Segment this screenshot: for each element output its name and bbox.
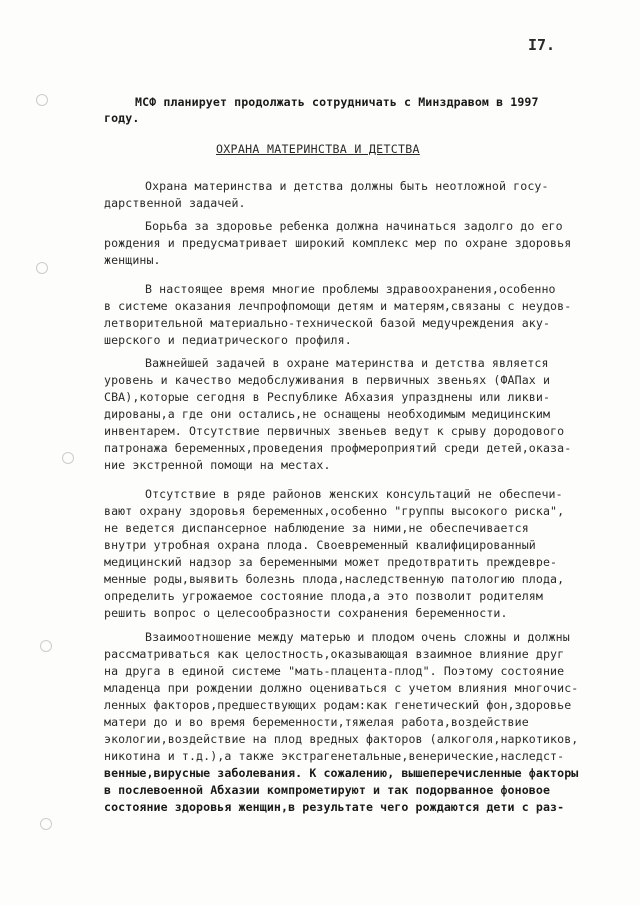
intro-line-1: МСФ планирует продолжать сотрудничать с Минздравом в 1997	[135, 95, 539, 109]
body-line: матери до и во время беременности,тяжелая работа,воздействие	[104, 715, 529, 729]
body-line: дарственной задачей.	[104, 196, 246, 210]
body-line: в послевоенной Абхазии компрометируют и так подорванное фоновое	[104, 783, 551, 797]
body-line: медицинский надзор за беременными может предотвратить преждевре-	[104, 555, 558, 569]
body-line: вают охрану здоровья беременных,особенно "группы высокого риска",	[104, 504, 565, 518]
body-line: определить угрожаемое состояние плода,а это позволит родителям	[104, 589, 543, 603]
intro-line-2: году.	[104, 111, 140, 125]
body-line: не ведется диспансерное наблюдение за ними,не обеспечивается	[104, 521, 529, 535]
body-line: дированы,а где они остались,не оснащены необходимым медицинским	[104, 407, 551, 421]
body-line: менные роды,выявить болезнь плода,наследственную патологию плода,	[104, 572, 565, 586]
body-line: рассматриваться как целостность,оказывающая взаимное влияние друг	[104, 647, 565, 661]
body-line: летворительной материально-технической базой медучреждения аку-	[104, 316, 551, 330]
body-line: ленных факторов,предшествующих родам:как генетический фон,здоровье	[104, 698, 572, 712]
page-number: I7.	[528, 36, 556, 54]
binding-hole-mark	[40, 818, 52, 830]
body-line: в системе оказания лечпрофпомощи детям и матерям,связаны с неудов-	[104, 299, 572, 313]
body-line: патронажа беременных,проведения профмероприятий среди детей,оказа-	[104, 441, 572, 455]
body-line: экологии,воздействие на плод вредных факторов (алкоголя,наркотиков,	[104, 732, 579, 746]
body-line: ние экстренной помощи на местах.	[104, 458, 331, 472]
body-line: на друга в единой системе "мать-плацента-плод". Поэтому состояние	[104, 664, 565, 678]
body-line: СВА),которые сегодня в Республике Абхазия упразднены или ликви-	[104, 390, 551, 404]
body-line: женщины.	[104, 253, 161, 267]
body-line: рождения и предусматривает широкий комплекс мер по охране здоровья	[104, 236, 572, 250]
body-line: внутри утробная охрана плода. Своевременный квалифицированный	[104, 538, 536, 552]
binding-hole-mark	[40, 640, 52, 652]
body-line: Борьба за здоровье ребенка должна начинаться задолго до его	[145, 219, 563, 233]
binding-hole-mark	[36, 94, 48, 106]
body-line: младенца при рождении должно оцениваться с учетом влияния многочис-	[104, 681, 579, 695]
body-line: Взаимоотношение между матерью и плодом очень сложны и должны	[145, 630, 570, 644]
body-line: состояние здоровья женщин,в результате чего рождаются дети с раз-	[104, 800, 565, 814]
body-line: никотина и т.д.),а также экстрагенетальные,венерические,наследст-	[104, 749, 565, 763]
body-line: решить вопрос о целесообразности сохранения беременности.	[104, 606, 508, 620]
body-line: Отсутствие в ряде районов женских консультаций не обеспечи-	[145, 487, 563, 501]
body-line: шерского и педиатрического профиля.	[104, 333, 352, 347]
body-line: инвентарем. Отсутствие первичных звеньев ведут к срыву дородового	[104, 424, 565, 438]
body-line: Охрана материнства и детства должны быть неотложной госу-	[145, 179, 549, 193]
body-line: В настоящее время многие проблемы здравоохранения,особенно	[145, 282, 556, 296]
body-line: Важнейшей задачей в охране материнства и детства является	[145, 356, 549, 370]
binding-hole-mark	[36, 262, 48, 274]
body-line: уровень и качество медобслуживания в первичных звеньях (ФАПах и	[104, 373, 551, 387]
body-line: венные,вирусные заболевания. К сожалению, вышеперечисленные факторы	[104, 766, 579, 780]
binding-hole-mark	[62, 452, 74, 464]
section-heading: ОХРАНА МАТЕРИНСТВА И ДЕТСТВА	[216, 142, 420, 156]
